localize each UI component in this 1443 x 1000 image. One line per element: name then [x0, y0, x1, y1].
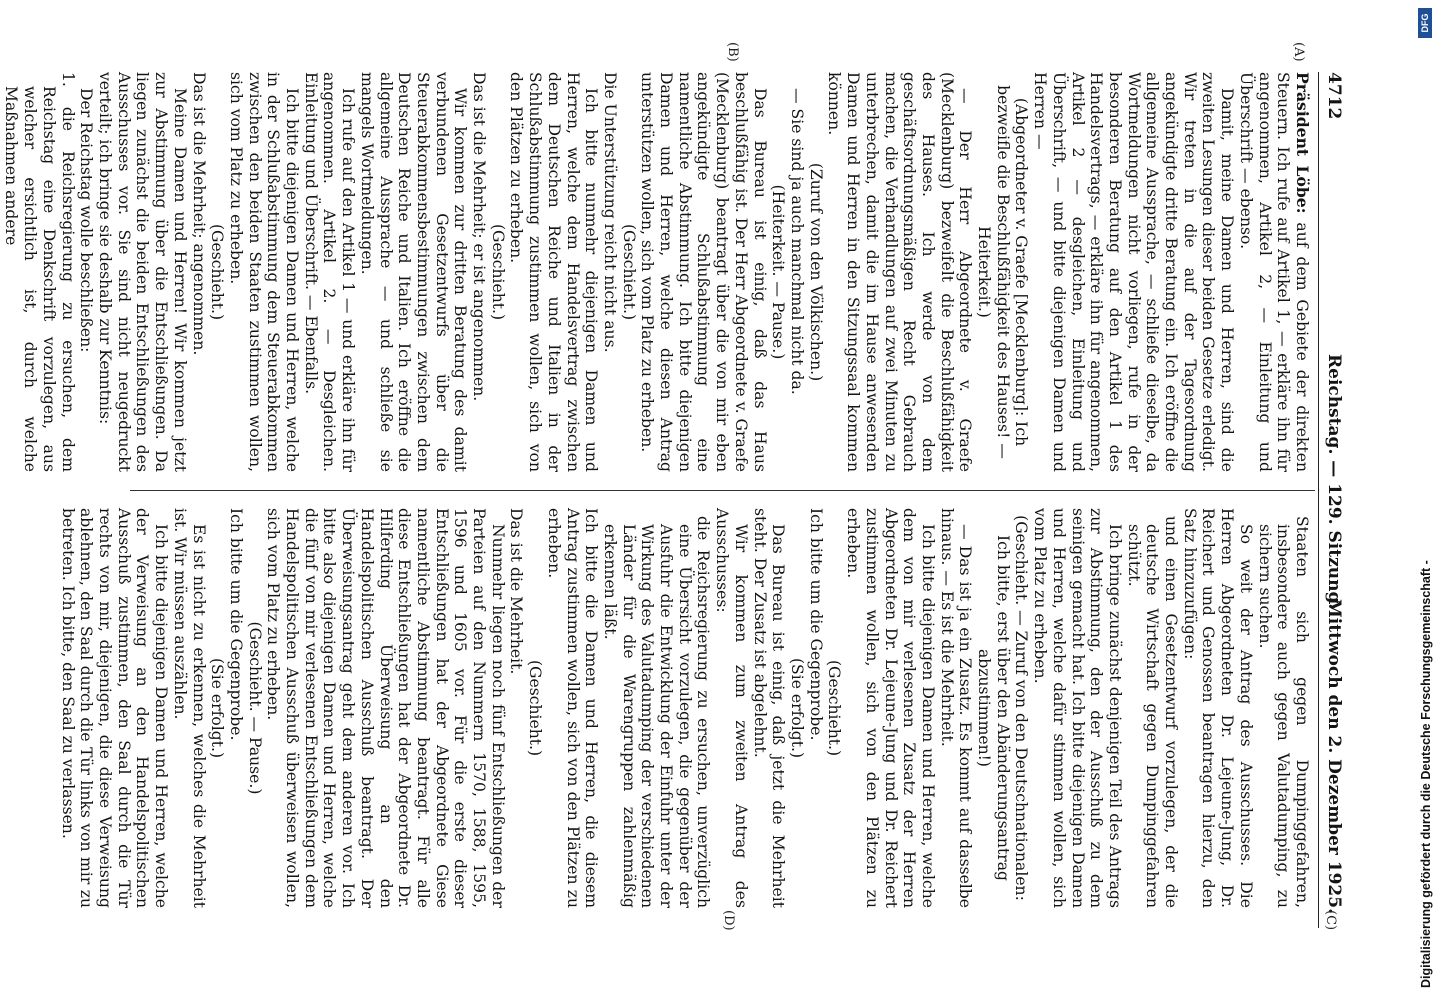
dfg-logo-text: DFG [1420, 13, 1430, 33]
motion-text: Staaten sich gegen Dumpinggefahren, insbesondere auch gegen Valutadumping, zu sichern suchen. [1255, 516, 1311, 908]
stage-direction: (Abgeordneter v. Graefe [Mecklenburg]: Ich bezweifle die Beschlußfähigkeit des Hauses! — Heiterkeit.) [975, 85, 1031, 459]
paragraph: Damit, meine Damen und Herren, sind die zweiten Lesungen dieser beiden Gesetze erledigt. Wir treten in die auf der Tagesordnung angekündigte dritte Beratung ein. Ich eröffne die allgemeine Aussprache, — schließe dieselbe, da Wortmeldungen nicht vorliegen, rufe in der besonderen Beratung auf den Artikel 1 des Handelsvertrags, — erkläre ihn für angenommen, Artikel 2 — desgleichen, Einleitung und Überschrift, — und bitte diejenigen Damen und Herren — [1031, 72, 1237, 472]
paragraph: Der Reichstag wolle beschließen: [77, 88, 96, 353]
stage-direction: (Sie erfolgt.) [788, 657, 807, 759]
paragraph: Das Bureau ist einig, daß das Haus beschlußfähig ist. Der Herr Abgeordnete v. Graefe (Mecklenburg) beantragt über die von mir eben angekündigte Schlußabstimmung eine namentliche Abstimmung. Ich bitte diejenigen Damen und Herren, welche diesen Antrag unterstützen wollen, sich vom Platz zu erheben. [638, 72, 769, 472]
speech-text: auf dem Gebiete der direkten Steuern. Ich rufe auf Artikel 1, — erkläre ihn für angenommen, Artikel 2, — Einleitung und Überschrift — ebenso. [1236, 72, 1311, 472]
stage-direction: (Geschieht.) [526, 659, 545, 757]
digitization-credit [1409, 4, 1443, 996]
paragraph: Ich bitte diejenigen Damen und Herren, welche dem von mir verlesenen Zusatz der Herren Abgeordneten Dr. Lejeune-Jung und Dr. Reichert zustimmen wollen, sich von den Plätzen zu erheben. [844, 508, 937, 908]
speech-paragraph [1236, 72, 1311, 472]
credit-text: Digitalisierung gefördert durch die Deutsche Forschungsgemeinschaft - [1419, 560, 1433, 988]
paragraph: Meine Damen und Herren! Wir kommen jetzt zur Abstimmung über die Entschließungen. Da liegen zunächst die beiden Entschließungen des Ausschusses vor. Sie sind nicht neugedruckt verteilt; ich bringe sie deshalb zur Kenntnis: [96, 72, 189, 472]
paragraph: Es ist nicht zu erkennen, welches die Mehrheit ist. Wir müssen auszählen. [170, 508, 208, 908]
column-divider [130, 490, 1315, 491]
text-column-left [2, 72, 1312, 472]
motion-text: die Reichsregierung zu ersuchen, unverzüglich eine Übersicht vorzulegen, die gegenüber der Ausfuhr die Entwicklung der Einfuhr unter der Wirkung des Valutadumping der verschiedenen Länder für die Warengruppen zahlenmäßig erkennen läßt. [600, 516, 713, 908]
stage-direction: (Heiterkeit. — Pause.) [769, 184, 788, 360]
paragraph: Nunmehr liegen noch fünf Entschließungen der Parteien auf den Nummern 1570, 1588, 1595, 1596 und 1605 vor. Für die erste dieser Entschließungen hat der Abgeordnete Giese namentliche Abstimmung beantragt. Für alle diese Entschließungen hat der Abgeordnete Dr. Hilferding Überweisung an den Handelspolitischen Ausschuß beantragt. Der Überweisungsantrag geht dem anderen vor. Ich bitte also diejenigen Damen und Herren, welche die fünf von mir verlesenen Entschließungen dem Handelspolitischen Ausschuß überweisen wollen, sich vom Platz zu erheben. [264, 508, 507, 908]
stage-direction: (Geschieht. — Zuruf von den Deutschnationalen: Ich bitte, erst über den Abänderungsantrag abzustimmen!) [975, 515, 1031, 901]
stage-direction: (Geschieht.) [825, 659, 844, 757]
paragraph: Die Unterstützung reicht nicht aus. [600, 72, 619, 353]
speaker-name: Präsident Löbe: [1293, 72, 1312, 214]
document-page [2, 42, 1345, 931]
stage-direction: (Geschieht.) [208, 223, 227, 321]
session-title: Reichstag. — 129. Sitzung. [1323, 354, 1344, 610]
paragraph: Wir kommen zum zweiten Antrag des Ausschusses: [713, 508, 750, 908]
stage-direction: (Sie erfolgt.) [208, 657, 227, 759]
paragraph: Das ist die Mehrheit; er ist angenommen. [470, 72, 489, 402]
paragraph: Ich bitte um die Gegenprobe. [226, 508, 245, 741]
paragraph: Ich bitte um die Gegenprobe. [806, 508, 825, 741]
stage-direction: (Geschieht. — Pause.) [245, 621, 264, 795]
page-number: 4712 [1323, 72, 1344, 120]
text-column-right [58, 508, 1311, 908]
paragraph: — Der Herr Abgeordnete v. Graefe (Mecklenburg) bezweifelt die Beschlußfähigkeit des Hauses. Ich werde von dem geschäftsordnungsmäßigen Recht Gebrauch machen, die Verhandlungen auf zwei Minuten zu unterbrechen, damit die im Hause anwesenden Damen und Herren in den Sitzungssaal kommen können. [825, 72, 975, 472]
paragraph: Das Bureau ist einig, daß jetzt die Mehrheit steht. Der Zusatz ist abgelehnt. [750, 508, 788, 908]
paragraph: Ich bitte diejenigen Damen und Herren, welche der Verweisung an den Handelspolitischen Ausschuß zustimmen, den Saal durch die Tür rechts von mir, diejenigen, die diese Verweisung ablehnen, den Saal durch die Tür links von mir zu betreten. Ich bitte, den Saal zu verlassen. [58, 508, 171, 908]
paragraph: Ich bitte diejenigen Damen und Herren, welche in der Schlußabstimmung dem Steuerabkommen zwischen den beiden Staaten zustimmen wollen, sich vom Platz zu erheben. [226, 72, 302, 472]
stage-direction: (Zuruf von den Völkischen.) [806, 162, 825, 382]
margin-mark-d: (D) [721, 910, 736, 931]
margin-mark-c: (C) [1323, 910, 1338, 931]
motion-text: und einen Gesetzentwurf vorzulegen, der die deutsche Wirtschaft gegen Dumpinggefahren schützt. [1124, 516, 1181, 908]
paragraph: Das ist die Mehrheit. [507, 508, 526, 675]
motion-item: 1. die Reichsregierung zu ersuchen, dem Reichstag eine Denkschrift vorzulegen, aus welcher ersichtlich ist, durch welche Maßnahmen andere [2, 72, 77, 472]
stage-direction: (Geschieht.) [619, 223, 638, 321]
paragraph: Ich bitte nunmehr diejenigen Damen und Herren, welche dem Handelsvertrag zwischen dem Deutschen Reiche und Italien in der Schlußabstimmung zustimmen wollen, sich von den Plätzen zu erheben. [507, 72, 601, 472]
paragraph: Ich bitte die Damen und Herren, die diesem Antrag zustimmen wollen, sich von den Plätzen zu erheben. [544, 508, 601, 908]
stage-direction: (Geschieht.) [488, 223, 507, 321]
paragraph: So weit der Antrag des Ausschusses. Die Herren Abgeordneten Dr. Lejeune-Jung, Dr. Reichert und Genossen beantragen hierzu, den Satz hinzuzufügen: [1180, 508, 1255, 908]
paragraph: Ich bringe zunächst denjenigen Teil des Antrags zur Abstimmung, den der Ausschuß zu dem seinigen gemacht hat. Ich bitte diejenigen Damen und Herren, welche dafür stimmen wollen, sich vom Platz zu erheben. [1031, 508, 1124, 908]
margin-mark-b: (B) [725, 42, 740, 62]
dfg-logo [1418, 8, 1432, 38]
paragraph: — Das ist ja ein Zusatz. Es kommt auf dasselbe hinaus. — Es ist die Mehrheit. [937, 508, 975, 908]
paragraph: Das ist die Mehrheit; angenommen. [189, 72, 208, 356]
paragraph: Wir kommen zur dritten Beratung des damit verbundenen Gesetzentwurfs über die Steuerabkommensbestimmungen zwischen dem Deutschen Reiche und Italien. Ich eröffne die allgemeine Aussprache — und schließe sie mangels Wortmeldungen. [357, 72, 470, 472]
paragraph: — Sie sind ja auch manchmal nicht da. [788, 88, 807, 395]
session-date: Mittwoch den 2. Dezember 1925. [1323, 598, 1344, 914]
margin-mark-a: (A) [1291, 42, 1306, 62]
running-head [1318, 72, 1345, 931]
paragraph: Ich rufe auf den Artikel 1 — und erkläre ihn für angenommen. Artikel 2. — Desgleichen. Einleitung und Überschrift. — Ebenfalls. [301, 72, 358, 472]
